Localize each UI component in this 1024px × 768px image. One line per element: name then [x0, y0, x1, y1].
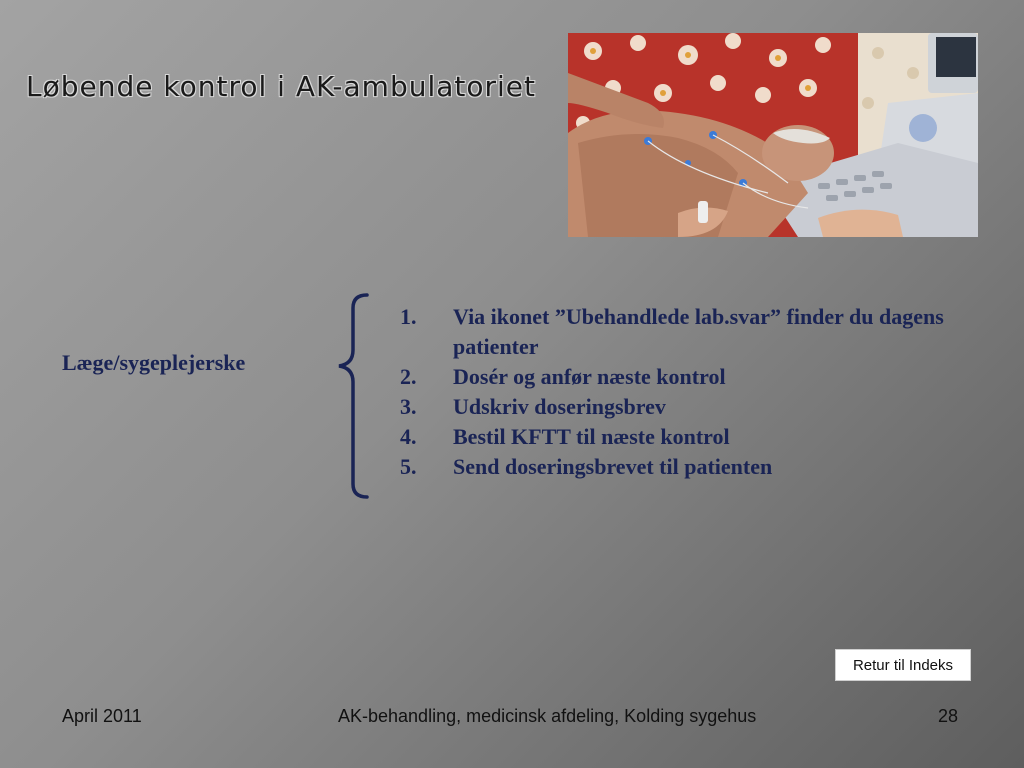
list-item	[400, 422, 960, 452]
photo-illustration	[568, 33, 978, 237]
step-text: Bestil KFTT til næste kontrol	[453, 424, 730, 449]
curly-brace-icon	[333, 292, 373, 500]
step-text: Udskriv doseringsbrev	[453, 394, 666, 419]
step-text: Via ikonet ”Ubehandlede lab.svar” finder du dagens patienter	[453, 304, 944, 359]
return-to-index-button[interactable]: Retur til Indeks	[835, 649, 971, 681]
footer-title: AK-behandling, medicinsk afdeling, Kolding sygehus	[338, 706, 757, 726]
step-number: 4.	[400, 424, 417, 449]
list-item	[400, 392, 960, 422]
list-item	[400, 452, 960, 482]
slide-title: Løbende kontrol i AK-ambulatoriet	[26, 70, 537, 103]
step-text: Dosér og anfør næste kontrol	[453, 364, 726, 389]
step-number: 5.	[400, 454, 417, 479]
patient-ultrasound-photo	[568, 33, 978, 237]
steps-list	[400, 302, 960, 482]
step-text: Send doseringsbrevet til patienten	[453, 454, 773, 479]
list-item	[400, 362, 960, 392]
step-number: 3.	[400, 394, 417, 419]
footer-date: April 2011	[62, 706, 142, 726]
step-number: 2.	[400, 364, 417, 389]
list-item	[400, 302, 960, 362]
step-number: 1.	[400, 304, 417, 329]
role-label: Læge/sygeplejerske	[62, 350, 246, 375]
page-number: 28	[938, 706, 959, 726]
